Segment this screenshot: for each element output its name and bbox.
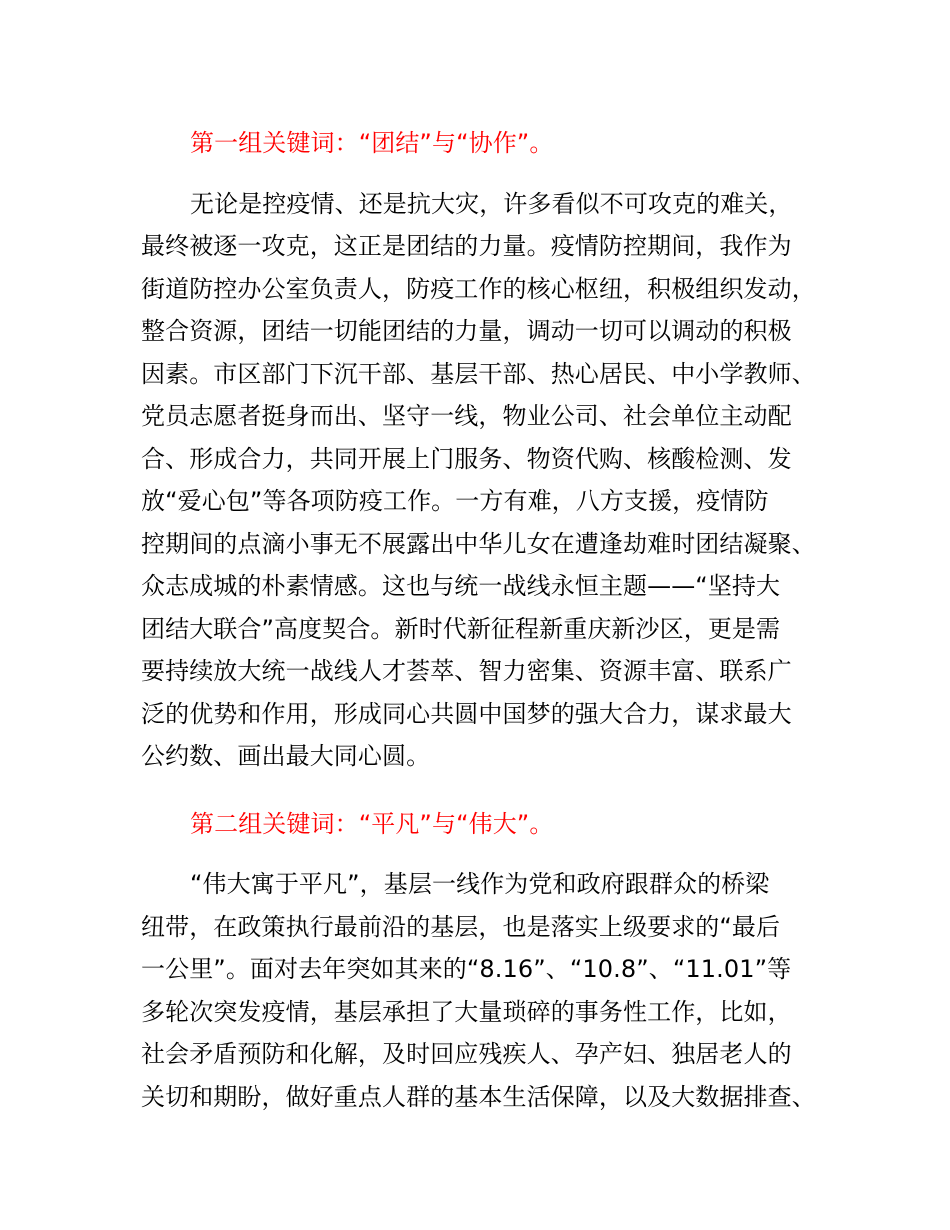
section-heading-2: 第二组关键词：“平凡”与“伟大”。 [190,810,554,838]
paragraph-line: 党员志愿者挺身而出、坚守一线，物业公司、社会单位主动配 [141,402,792,430]
section-heading-1: 第一组关键词：“团结”与“协作”。 [190,129,554,157]
paragraph-line: 要持续放大统一战线人才荟萃、智力密集、资源丰富、联系广 [141,657,792,685]
paragraph-line: 合、形成合力，共同开展上门服务、物资代购、核酸检测、发 [141,445,792,473]
paragraph-line: 纽带，在政策执行最前沿的基层，也是落实上级要求的“最后 [141,913,781,941]
paragraph-line: 泛的优势和作用，形成同心共圆中国梦的强大合力，谋求最大 [141,700,792,728]
paragraph-line: 最终被逐一攻克，这正是团结的力量。疫情防控期间，我作为 [141,232,792,260]
paragraph-line: 社会矛盾预防和化解，及时回应残疾人、孕产妇、独居老人的 [141,1040,792,1068]
paragraph-line: 放“爱心包”等各项防疫工作。一方有难，八方支援，疫情防 [141,487,769,515]
paragraph-line: 无论是控疫情、还是抗大灾，许多看似不可攻克的难关， [190,190,793,218]
paragraph-line: 街道防控办公室负责人，防疫工作的核心枢纽，积极组织发动， [141,275,816,303]
paragraph-line: 整合资源，团结一切能团结的力量，调动一切可以调动的积极 [141,317,792,345]
paragraph-line: “伟大寓于平凡”，基层一线作为党和政府跟群众的桥梁 [190,870,770,898]
paragraph-line: 关切和期盼，做好重点人群的基本生活保障，以及大数据排查、 [141,1083,816,1111]
paragraph-line: 因素。市区部门下沉干部、基层干部、热心居民、中小学教师、 [141,360,816,388]
paragraph-line: 公约数、画出最大同心圆。 [141,742,431,770]
paragraph-line: 多轮次突发疫情，基层承担了大量琐碎的事务性工作，比如， [141,998,792,1026]
paragraph-line: 众志成城的朴素情感。这也与统一战线永恒主题——“坚持大 [141,572,781,600]
paragraph-line: 控期间的点滴小事无不展露出中华儿女在遭逢劫难时团结凝聚、 [141,530,816,558]
paragraph-line: 团结大联合”高度契合。新时代新征程新重庆新沙区，更是需 [141,615,781,643]
paragraph-line: 一公里”。面对去年突如其来的“8.16”、“10.8”、“11.01”等 [141,955,792,983]
